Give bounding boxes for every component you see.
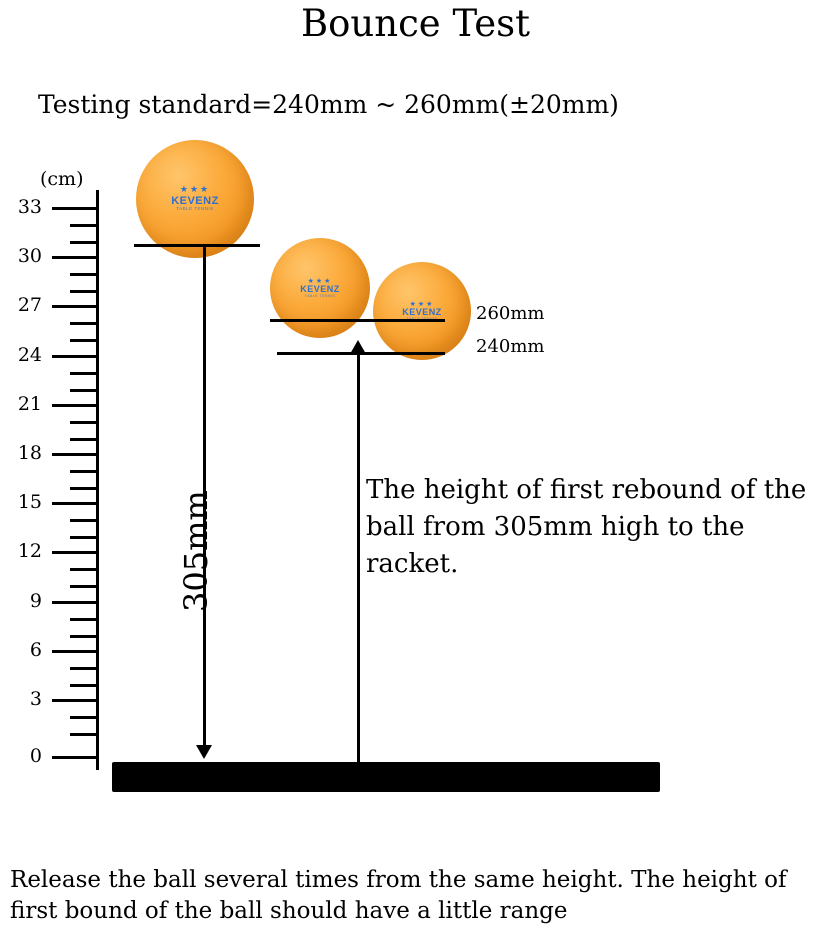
- ball-brand: KEVENZ: [300, 283, 340, 294]
- ruler-tick-minor: [70, 470, 96, 473]
- ruler-tick-minor: [70, 667, 96, 670]
- ruler-label-18: 18: [17, 442, 42, 464]
- ruler-tick-minor: [70, 519, 96, 522]
- ball-brand: KEVENZ: [171, 195, 219, 208]
- footer-note: Release the ball several times from the same height. The height of first bound of the ball should have a little range: [10, 867, 787, 925]
- page-title: Bounce Test: [300, 2, 531, 45]
- ball-sub-label: TABLE TENNIS: [304, 293, 336, 298]
- ball-stars: ★★★: [409, 299, 435, 308]
- ruler-tick-minor: [70, 339, 96, 342]
- ruler-label-21: 21: [17, 393, 42, 415]
- ruler-tick-major: [52, 699, 96, 702]
- ruler-label-27: 27: [17, 294, 42, 316]
- ruler-tick-major: [52, 601, 96, 604]
- ruler-tick-minor: [70, 733, 96, 736]
- ruler-tick-minor: [70, 322, 96, 325]
- ball-brand: KEVENZ: [402, 306, 442, 317]
- ruler-tick-minor: [70, 487, 96, 490]
- ruler-label-0: 0: [29, 745, 42, 767]
- ruler-tick-minor: [70, 716, 96, 719]
- label-260mm: 260mm: [476, 303, 545, 324]
- ruler-tick-minor: [70, 372, 96, 375]
- ruler-tick-minor: [70, 421, 96, 424]
- ruler-tick-minor: [70, 536, 96, 539]
- ruler-tick-minor: [70, 224, 96, 227]
- ruler-axis-line: [96, 190, 99, 770]
- ruler-tick-minor: [70, 568, 96, 571]
- ball-logo: [373, 262, 471, 360]
- ruler-tick-minor: [70, 389, 96, 392]
- ruler-tick-minor: [70, 273, 96, 276]
- ruler-tick-minor: [70, 585, 96, 588]
- ball-logo: [136, 140, 254, 258]
- testing-standard-note: Testing standard=240mm ~ 260mm(±20mm): [38, 90, 619, 119]
- ruler-tick-minor: [70, 618, 96, 621]
- ruler-label-6: 6: [29, 639, 42, 661]
- ball-rebound-240: [373, 262, 471, 360]
- rebound-description: The height of first rebound of the ball from 305mm high to the racket.: [366, 475, 807, 579]
- ruler-label-33: 33: [17, 196, 42, 218]
- drop-arrow-head: [196, 745, 212, 759]
- racket-surface: [112, 762, 660, 792]
- label-240mm: 240mm: [476, 336, 545, 357]
- ruler-tick-major: [52, 650, 96, 653]
- ball-stars: ★★★: [179, 185, 211, 196]
- ruler-tick-major: [52, 207, 96, 210]
- rebound-arrow-line: [357, 352, 360, 762]
- ruler-tick-minor: [70, 241, 96, 244]
- ruler-label-15: 15: [17, 491, 42, 513]
- ruler-label-3: 3: [29, 688, 42, 710]
- ruler-label-30: 30: [17, 245, 42, 267]
- ruler-label-12: 12: [17, 540, 42, 562]
- ball-sub-label: TABLE TENNIS: [176, 206, 214, 212]
- ruler-tick-major: [52, 305, 96, 308]
- ruler-tick-minor: [70, 635, 96, 638]
- ruler-tick-major: [52, 256, 96, 259]
- ruler-unit-label: (cm): [40, 168, 84, 190]
- upper-bound-line: [270, 319, 445, 322]
- ball-drop-height: [136, 140, 254, 258]
- ruler-tick-minor: [70, 438, 96, 441]
- ruler-tick-minor: [70, 290, 96, 293]
- drop-height-line: [134, 244, 260, 247]
- ruler-label-24: 24: [17, 344, 42, 366]
- ruler-label-9: 9: [29, 590, 42, 612]
- ruler-tick-major: [52, 756, 96, 759]
- ruler-tick-major: [52, 355, 96, 358]
- ruler-tick-minor: [70, 684, 96, 687]
- ball-rebound-260: [270, 238, 370, 338]
- ball-stars: ★★★: [307, 276, 333, 285]
- ruler-tick-major: [52, 551, 96, 554]
- ruler-tick-major: [52, 502, 96, 505]
- label-305mm: 305mm: [177, 490, 215, 612]
- ruler-tick-major: [52, 404, 96, 407]
- ball-logo: [270, 238, 370, 338]
- rebound-arrow-head: [350, 340, 366, 354]
- ruler-tick-major: [52, 453, 96, 456]
